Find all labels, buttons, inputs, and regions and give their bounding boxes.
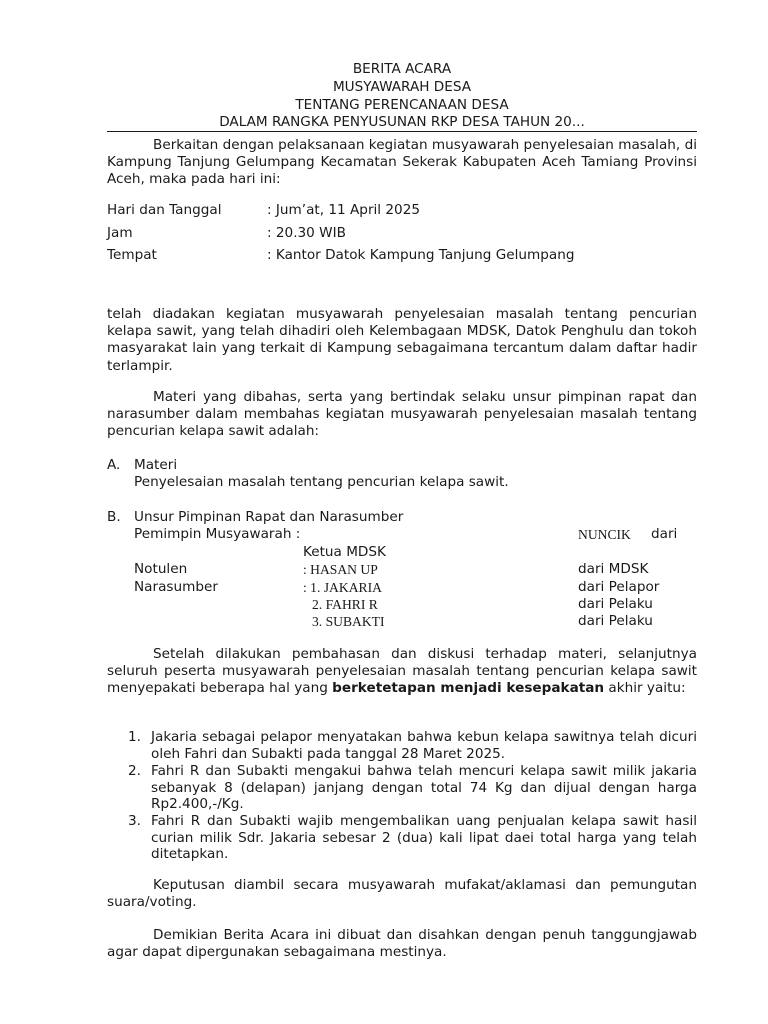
material-text: Materi yang dibahas, serta yang bertindak selaku unsur pimpinan rapat dan narasumber dalam membahas kegiatan musyawarah penyelesaian masalah tentang pencurian kelapa sawit adalah:: [107, 389, 697, 440]
speaker-name-3: 3. SUBAKTI: [312, 614, 385, 629]
notulen-from: dari MDSK: [578, 561, 649, 577]
header-divider: [107, 131, 697, 132]
intro-text: Berkaitan dengan pelaksanaan kegiatan musyawarah penyelesaian masalah, di Kampung Tanjung Gelumpang Kecamatan Sekerak Kabupaten Aceh Tamiang Provinsi Aceh, maka pada hari ini:: [107, 137, 697, 188]
list-number: 1.: [128, 729, 141, 745]
place-label: Tempat: [107, 247, 157, 263]
speaker-from-3: dari Pelaku: [578, 613, 653, 629]
list-text: Fahri R dan Subakti mengakui bahwa telah mencuri kelapa sawit milik jakaria sebanyak 8 (delapan) janjang dengan total 74 Kg dan dijual dengan harga Rp2.400,-/Kg.: [151, 763, 697, 813]
decision-text: Keputusan diambil secara musyawarah mufakat/aklamasi dan pemungutan suara/voting.: [107, 877, 697, 911]
speaker-from-2: dari Pelaku: [578, 596, 653, 612]
date-value: : Jum’at, 11 April 2025: [267, 202, 420, 218]
section-b-letter: B.: [107, 509, 121, 525]
leader-name: NUNCIK: [578, 527, 631, 542]
agreement-intro-bold: berketetapan menjadi kesepakatan: [332, 680, 605, 697]
date-label: Hari dan Tanggal: [107, 202, 222, 218]
leader-label: Pemimpin Musyawarah :: [134, 526, 301, 542]
doc-subtitle-1: MUSYAWARAH DESA: [332, 79, 472, 95]
list-text: Jakaria sebagai pelapor menyatakan bahwa kebun kelapa sawitnya telah dicuri oleh Fahri dan Subakti pada tanggal 28 Maret 2025.: [151, 729, 697, 762]
time-label: Jam: [107, 225, 133, 241]
closing-paragraph: [107, 927, 697, 961]
list-number: 3.: [128, 813, 141, 829]
agreement-intro-paragraph: [107, 646, 697, 698]
list-text: Fahri R dan Subakti wajib mengembalikan uang penjualan kelapa sawit hasil curian milik Sdr. Jakaria sebesar 2 (dua) kali lipat daei total harga yang telah ditetapkan.: [151, 813, 697, 863]
attendance-paragraph: telah diadakan kegiatan musyawarah penyelesaian masalah tentang pencurian kelapa sawit, yang telah dihadiri oleh Kelembagaan MDSK, Datok Penghulu dan tokoh masyarakat lain yang terkait di Kampung sebagaimana tercantum dalam daftar hadir terlampir.: [107, 306, 697, 374]
leader-from: dari: [651, 526, 678, 542]
material-paragraph: [107, 389, 697, 441]
agreement-intro-end: akhir yaitu:: [604, 680, 686, 697]
notulen-label: Notulen: [134, 561, 188, 577]
speaker-name-2: 2. FAHRI R: [312, 597, 378, 612]
section-a-title: Materi: [134, 457, 178, 473]
time-value: : 20.30 WIB: [267, 225, 346, 241]
agreement-intro-text: Setelah dilakukan pembahasan dan diskusi terhadap materi, selanjutnya seluruh peserta musyawarah penyelesaian masalah tentang pencurian kelapa sawit menyepakati beberapa hal yang: [107, 646, 697, 697]
section-a-body: Penyelesaian masalah tentang pencurian kelapa sawit.: [134, 474, 509, 490]
doc-subtitle-2: TENTANG PERENCANAAN DESA: [295, 97, 509, 113]
speaker-label: Narasumber: [134, 579, 218, 595]
list-number: 2.: [128, 763, 141, 779]
section-a-letter: A.: [107, 457, 121, 473]
intro-paragraph: [107, 137, 697, 189]
speaker-from-1: dari Pelapor: [578, 579, 660, 595]
place-value: : Kantor Datok Kampung Tanjung Gelumpang: [267, 247, 575, 263]
notulen-name: : HASAN UP: [303, 562, 378, 577]
doc-subtitle-3: DALAM RANGKA PENYUSUNAN RKP DESA TAHUN 20...: [219, 114, 585, 130]
closing-text: Demikian Berita Acara ini dibuat dan disahkan dengan penuh tanggungjawab agar dapat dipergunakan sebagaimana mestinya.: [107, 927, 697, 961]
decision-paragraph: [107, 877, 697, 911]
leader-role: Ketua MDSK: [303, 544, 386, 560]
section-b-title: Unsur Pimpinan Rapat dan Narasumber: [134, 509, 404, 525]
speaker-name-1: : 1. JAKARIA: [303, 580, 382, 595]
doc-title: BERITA ACARA: [352, 61, 452, 77]
